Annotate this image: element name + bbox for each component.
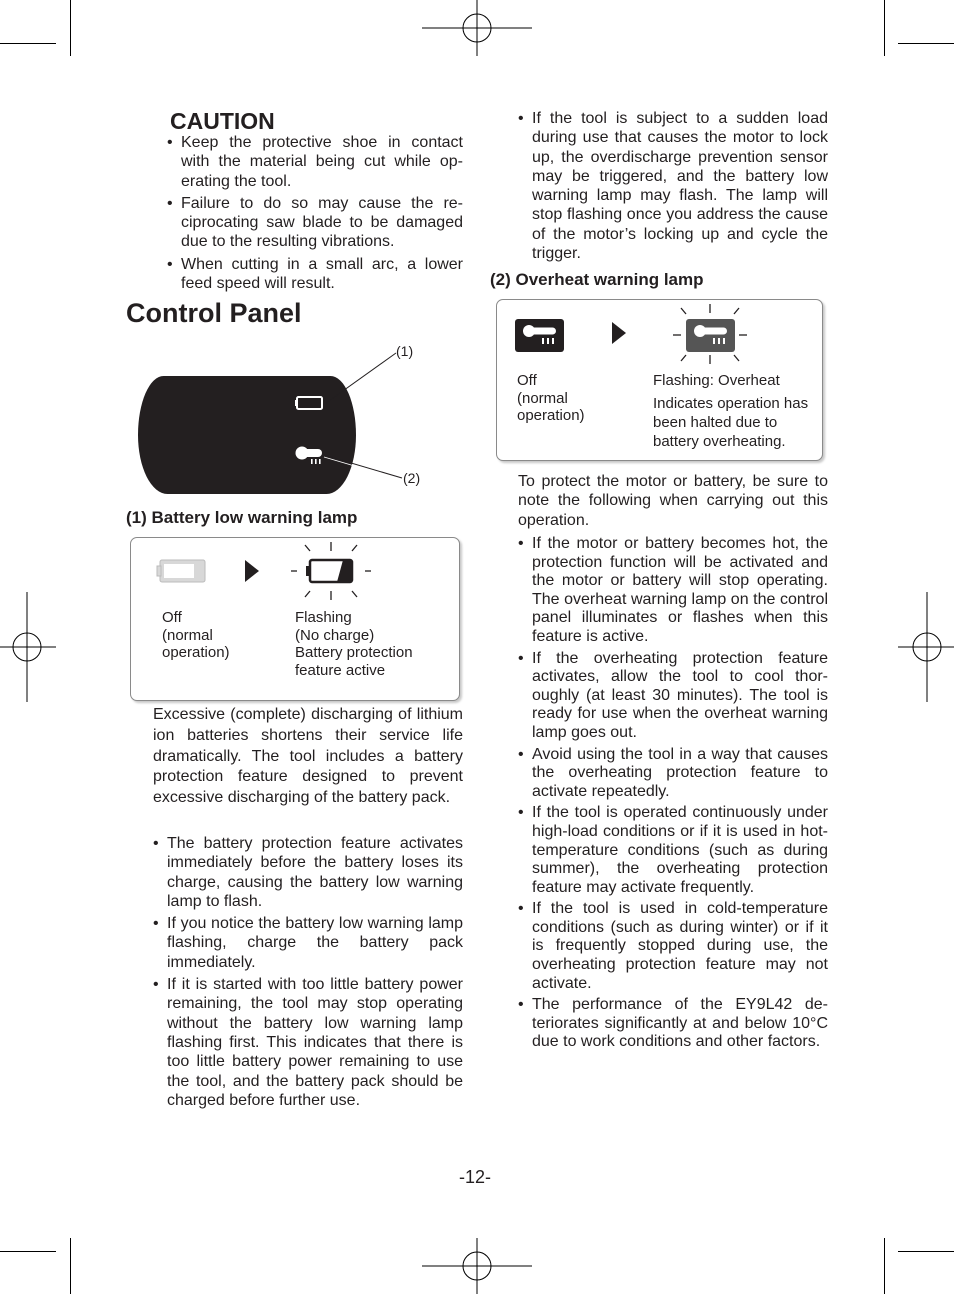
battery-intro (153, 705, 463, 809)
control-panel-overlay (138, 340, 438, 500)
overheat-list (518, 535, 828, 1055)
list-item: • The performance of the EY9L42 deteriorates significantly at and below 10°C due to work conditions and other factors. (518, 996, 828, 1052)
list-item: • The battery protection feature activates immediately before the battery loses its charge, causing the battery low warning lamp to flash. (153, 834, 463, 911)
list-item: • If the motor or battery becomes hot, the protection function will be activated and the motor or battery will stop operating. The overheat warning lamp on the control panel illuminates or flashes when this feature is active. (518, 535, 828, 647)
battery-off-label: Off (normal operation) (162, 609, 230, 661)
page-number: -12- (459, 1167, 492, 1187)
caution-list (167, 133, 463, 296)
overheat-lamp-graphic (505, 302, 765, 368)
list-item: • If you notice the battery low warning lamp flashing, charge the battery pack immediately. (153, 914, 463, 972)
overheat-off-label: Off (normal operation) (517, 372, 585, 424)
callout-1: (1) (396, 343, 414, 359)
arrow-right-icon (245, 560, 259, 582)
overheat-flashing-icon (673, 304, 747, 364)
list-item: • When cutting in a small arc, a lower feed speed will result. (167, 255, 463, 294)
list-item: • If the overheating protection feature activates, allow the tool to cool thoroughly (at least 30 minutes). The tool is ready for use when the overheat warning lamp goes out. (518, 650, 828, 743)
paragraph: Excessive (complete) discharging of lithium ion batteries shortens their service life dramatically. The tool includes a battery protection feature designed to prevent excessive discharging of the battery pack. (153, 706, 463, 807)
battery-lamp-heading: (1) Battery low warning lamp (126, 508, 358, 527)
list-item: • If the tool is used in cold-temperature conditions (such as during winter) or if it is frequently stopped during use, the overheating protection feature may not activate. (518, 900, 828, 993)
thermometer-icon (296, 447, 323, 465)
overheat-off-icon (515, 319, 564, 352)
section-title: Control Panel (126, 298, 302, 328)
battery-off-icon (157, 560, 205, 582)
arrow-right-icon (612, 322, 626, 344)
battery-list (153, 834, 463, 1113)
list-item: • Avoid using the tool in a way that causes the overheating protection feature to activate repeatedly. (518, 746, 828, 802)
overheat-intro (518, 472, 828, 530)
battery-lamp-graphic (150, 540, 390, 610)
list-item: • Keep the protective shoe in contact with the material being cut while operating the tool. (167, 133, 463, 191)
battery-icon (295, 397, 322, 409)
list-item: • If the tool is operated continuously under high-load conditions or if it is used in hot-temperature conditions (such as during summer), the overheating protection feature may activate frequently. (518, 804, 828, 897)
caution-title: CAUTION (170, 108, 275, 134)
paragraph: To protect the motor or battery, be sure to note the following when carrying out this operation. (518, 473, 828, 529)
list-item: • Failure to do so may cause the reciprocating saw blade to be damaged due to the resulting vibrations. (167, 194, 463, 252)
battery-flashing-icon (291, 542, 371, 600)
overheat-lamp-heading: (2) Overheat warning lamp (490, 270, 704, 289)
callout-2: (2) (403, 470, 421, 486)
battery-flashing-label: Flashing (No charge) Battery protection feature active (295, 609, 413, 679)
list-item: • If the tool is subject to a sudden load during use that causes the motor to lock up, the overdischarge prevention sensor may be triggered, and the battery low warning lamp may flash. The lamp will stop flashing once you address the cause of the motor’s locking up and cycle the trigger. (518, 109, 828, 263)
overheat-flashing-description: Indicates operation has been halted due to battery overheating. (653, 395, 809, 450)
list-item: • If it is started with too little battery power remaining, the tool may stop operating without the battery low warning lamp flashing first. This indicates that there is too little battery power remaining to use the tool, and the battery pack should be charged before further use. (153, 975, 463, 1110)
right-top-list (518, 109, 828, 266)
overheat-flashing-label: Flashing: Overheat (653, 372, 780, 389)
